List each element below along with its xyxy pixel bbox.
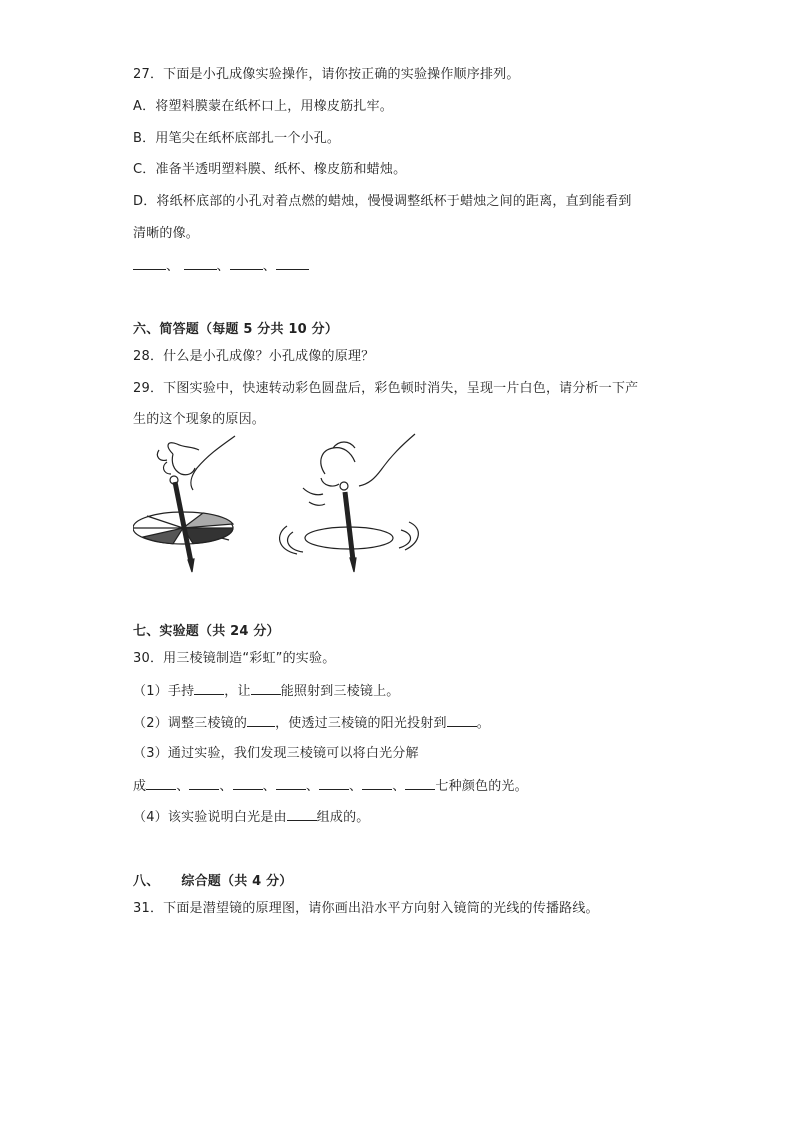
- right-disk-drawing: [280, 434, 419, 572]
- q30-stem: 30．用三棱镜制造“彩虹”的实验。: [133, 651, 336, 666]
- section-6-title: 六、简答题（每题 5 分共 10 分）: [133, 322, 339, 337]
- answer-blank[interactable]: [251, 682, 281, 695]
- q31-text: 31．下面是潜望镜的原理图，请你画出沿水平方向射入镜筒的光线的传播路线。: [133, 901, 599, 916]
- q27-option-b: B．用笔尖在纸杯底部扎一个小孔。: [133, 131, 341, 146]
- q27-stem: 27．下面是小孔成像实验操作，请你按正确的实验操作顺序排列。: [133, 67, 520, 82]
- answer-blank[interactable]: [247, 714, 275, 727]
- q27-option-a: A．将塑料膜蒙在纸杯口上，用橡皮筋扎牢。: [133, 99, 393, 114]
- answer-blank[interactable]: [233, 777, 263, 790]
- q30-part1: （1）手持 ，让 能照射到三棱镜上。: [133, 684, 400, 699]
- q27-answer-blanks: [133, 257, 309, 276]
- answer-blank[interactable]: [276, 777, 306, 790]
- q30-part3: （3）通过实验，我们发现三棱镜可以将白光分解: [133, 746, 419, 761]
- answer-blank[interactable]: [230, 257, 263, 270]
- separator: 、: [166, 259, 180, 274]
- spinning-disk-figure: [133, 432, 423, 577]
- section-7-title: 七、实验题（共 24 分）: [133, 624, 280, 639]
- q28-text: 28．什么是小孔成像？小孔成像的原理？: [133, 349, 375, 364]
- left-disk-drawing: [133, 436, 235, 572]
- q29-line1: 29．下图实验中，快速转动彩色圆盘后，彩色顿时消失，呈现一片白色，请分析一下产: [133, 381, 639, 396]
- answer-blank[interactable]: [276, 257, 309, 270]
- q30-part3-blanks: 成 、 、 、 、 、 、 七种颜色的光。: [133, 779, 528, 794]
- answer-blank[interactable]: [447, 714, 477, 727]
- answer-blank[interactable]: [184, 257, 217, 270]
- q29-line2: 生的这个现象的原因。: [133, 412, 266, 427]
- separator: 、: [262, 259, 276, 274]
- answer-blank[interactable]: [362, 777, 392, 790]
- q27-option-d-line1: D．将纸杯底部的小孔对着点燃的蜡烛，慢慢调整纸杯于蜡烛之间的距离，直到能看到: [133, 194, 632, 209]
- q30-part2: （2）调整三棱镜的 ，使透过三棱镜的阳光投射到 。: [133, 716, 490, 731]
- q27-option-c: C．准备半透明塑料膜、纸杯、橡皮筋和蜡烛。: [133, 162, 407, 177]
- answer-blank[interactable]: [194, 682, 224, 695]
- answer-blank[interactable]: [287, 808, 317, 821]
- answer-blank[interactable]: [133, 257, 166, 270]
- answer-blank[interactable]: [146, 777, 176, 790]
- q27-option-d-line2: 清晰的像。: [133, 226, 200, 241]
- q30-part4: （4）该实验说明白光是由 组成的。: [133, 810, 370, 825]
- section-8-title: 八、 综合题（共 4 分）: [133, 874, 293, 889]
- answer-blank[interactable]: [405, 777, 435, 790]
- answer-blank[interactable]: [319, 777, 349, 790]
- separator: 、: [216, 259, 230, 274]
- answer-blank[interactable]: [189, 777, 219, 790]
